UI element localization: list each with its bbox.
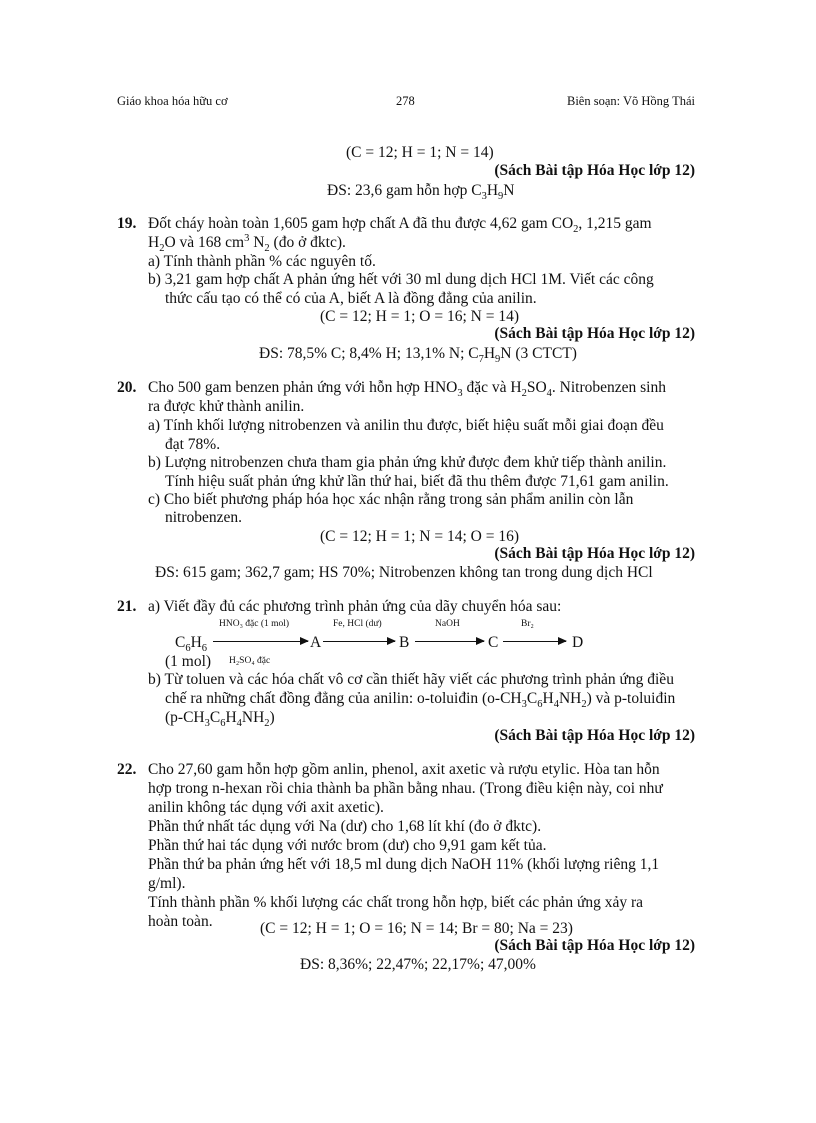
q22-line6: Phần thứ ba phản ứng hết với 18,5 ml dung dịch NaOH 11% (khối lượng riêng 1,1 [148,856,660,873]
q22-line1: Cho 27,60 gam hỗn hợp gồm anlin, phenol, axit axetic và rượu etylic. Hòa tan hỗn [148,761,660,778]
q20-source: (Sách Bài tập Hóa Học lớp 12) [494,545,695,562]
reagent-label-3: NaOH [435,619,460,629]
reagent-label-1: HNO₃ đặc (1 mol) [219,619,290,629]
q22-answer: ĐS: 8,36%; 22,47%; 22,17%; 47,00% [300,956,536,973]
q22-line9: hoàn toàn. [148,913,213,930]
catalyst-label: H₂SO₄ đặc [229,656,271,666]
reaction-arrow-3 [415,641,484,642]
question-number: 20. [117,379,137,396]
compound-a: A [310,634,322,651]
reaction-arrow-1 [213,641,308,642]
q22-line2: hợp trong n-hexan rồi chia thành ba phần bằng nhau. (Trong điều kiện này, coi như [148,780,663,797]
q21-part-b-line2: chế ra những chất đồng đẳng của anilin: o-toluiđin $(o-CH_3C_6H_4NH_2)$ và p-toluiđin [165,690,676,711]
q20-part-a-line1: a) Tính khối lượng nitrobenzen và anilin thu được, biết hiệu suất mỗi giai đoạn đều [148,417,664,434]
q21-part-b-line3: $(p-CH_3C_6H_4NH_2)$ [165,709,275,730]
q22-line8: Tính thành phần % khối lượng các chất trong hỗn hợp, biết các phản ứng xảy ra [148,894,644,911]
header-page-number: 278 [396,94,415,108]
q20-line1: Cho 500 gam benzen phản ứng với hỗn hợp $HNO_3$ đặc và $H_2SO_4$. Nitrobenzen sinh [148,379,666,400]
q22-atomic-masses: (C = 12; H = 1; O = 16; N = 14; Br = 80; Na = 23) [260,920,573,937]
q21-part-b-line1: b) Từ toluen và các hóa chất vô cơ cần thiết hãy viết các phương trình phản ứng điều [148,671,674,688]
q22-line5: Phần thứ hai tác dụng với nước brom (dư) cho 9,91 gam kết tủa. [148,837,547,854]
compound-d: D [572,634,584,651]
q19-part-a: a) Tính thành phần % các nguyên tố. [148,253,376,270]
question-number: 19. [117,215,137,232]
start-compound: $C_6H_6$ [175,634,208,655]
top-source: (Sách Bài tập Hóa Học lớp 12) [494,162,695,179]
q21-source: (Sách Bài tập Hóa Học lớp 12) [494,727,695,744]
reagent-label-4: Br₂ [521,619,534,629]
q20-line2: ra được khử thành anilin. [148,398,305,415]
q20-part-b-line1: b) Lượng nitrobenzen chưa tham gia phản ứng khử được đem khử tiếp thành anilin. [148,454,667,471]
q21-part-a: a) Viết đầy đủ các phương trình phản ứng của dãy chuyển hóa sau: [148,598,562,615]
q20-part-b-line2: Tính hiệu suất phản ứng khử lần thứ hai, biết đã thu thêm được 71,61 gam anilin. [165,473,669,490]
reagent-label-2: Fe, HCl (dư) [333,619,382,629]
reaction-arrow-4 [503,641,566,642]
compound-b: B [399,634,410,651]
question-number: 21. [117,598,137,615]
q19-part-b-line1: b) 3,21 gam hợp chất A phản ứng hết với 30 ml dung dịch HCl 1M. Viết các công [148,271,654,288]
q22-line3: anilin không tác dụng với axit axetic). [148,799,384,816]
q20-answer: ĐS: 615 gam; 362,7 gam; HS 70%; Nitrobenzen không tan trong dung dịch HCl [155,564,653,581]
top-answer: ĐS: 23,6 gam hỗn hợp $C_3H_9N$ [327,182,515,203]
header-book-title: Giáo khoa hóa hữu cơ [117,94,228,108]
q19-answer: ĐS: 78,5% C; 8,4% H; 13,1% N; $C_7H_9N$ (3 CTCT) [259,345,577,366]
top-atomic-masses: (C = 12; H = 1; N = 14) [346,144,494,161]
question-number: 22. [117,761,137,778]
q20-part-a-line2: đạt 78%. [165,436,221,453]
mole-note: (1 mol) [165,653,212,670]
q19-line2: $H_2O$ và 168 $cm^3$ $N_2$ (đo ở đktc). [148,232,346,255]
q20-part-c-line1: c) Cho biết phương pháp hóa học xác nhận rằng trong sản phẩm anilin còn lẫn [148,491,634,508]
q19-atomic-masses: (C = 12; H = 1; O = 16; N = 14) [320,308,520,325]
compound-c: C [488,634,499,651]
q22-line4: Phần thứ nhất tác dụng với Na (dư) cho 1,68 lít khí (đo ở đktc). [148,818,542,835]
q19-line1: Đốt cháy hoàn toàn 1,605 gam hợp chất A đã thu được 4,62 gam $CO_2$, 1,215 gam [148,215,652,236]
q22-source: (Sách Bài tập Hóa Học lớp 12) [494,937,695,954]
q19-part-b-line2: thức cấu tạo có thể có của A, biết A là đồng đẳng của anilin. [165,290,537,307]
q20-part-c-line2: nitrobenzen. [165,509,243,526]
q22-line7: g/ml). [148,875,186,892]
q19-source: (Sách Bài tập Hóa Học lớp 12) [494,325,695,342]
header-author: Biên soạn: Võ Hồng Thái [566,94,695,108]
q20-atomic-masses: (C = 12; H = 1; N = 14; O = 16) [320,528,520,545]
reaction-arrow-2 [323,641,395,642]
